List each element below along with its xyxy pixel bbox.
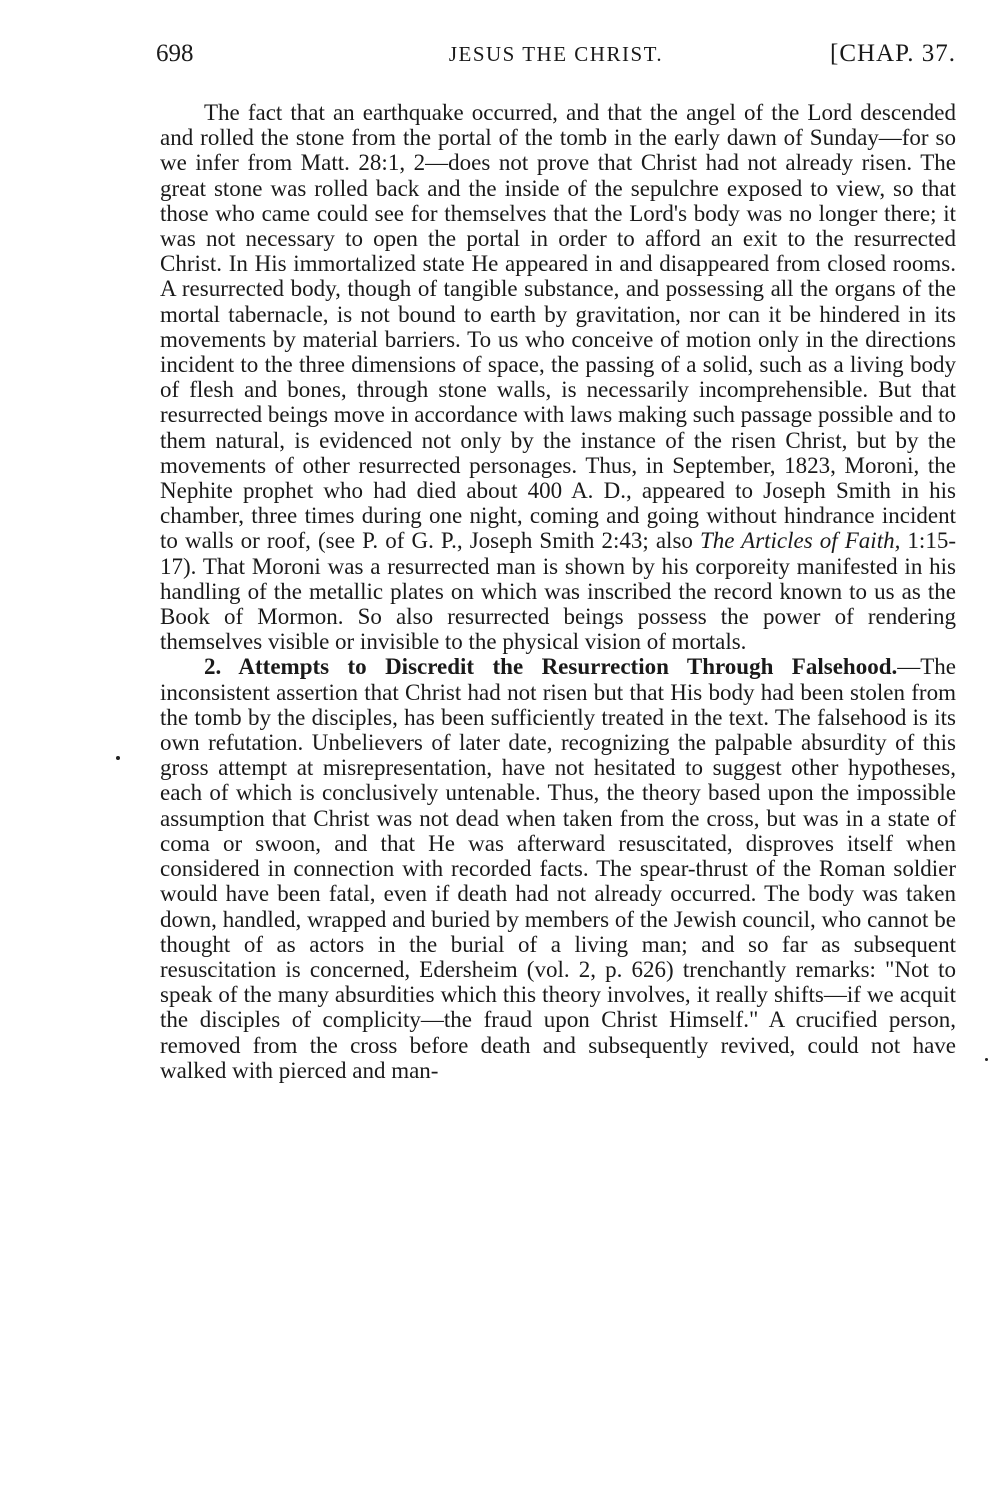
paragraph-2	[160, 654, 956, 1082]
running-title: JESUS THE CHRIST.	[448, 42, 664, 66]
book-title-italic: The Articles of Faith,	[699, 528, 901, 554]
chapter-label: [CHAP. 37.	[830, 40, 956, 67]
paragraph-1	[160, 100, 956, 654]
page-header	[156, 34, 956, 74]
paragraph-1-text-continued: 1:15-17). That Moroni was a resurrected man is shown by his corporeity manifested in his handling of the metallic plates on which was inscribed the record known to us as the Book of Mormon. So also resurrected beings possess the power of rendering themselves visible or invisible to the physical vision of mortals.	[160, 528, 956, 655]
paragraph-2-text: —The inconsistent assertion that Christ had not risen but that His body had been stolen from the tomb by the disciples, has been sufficiently treated in the text. The falsehood is its own refutation. Unbelievers of later date, recognizing the palpable absurdity of this gross attempt at misrepresentation, have not hesitated to suggest other hypotheses, each of which is conclusively untenable. Thus, the theory based upon the impossible assumption that Christ was not dead when taken from the cross, but was in a state of coma or swoon, and that He was afterward resuscitated, disproves itself when considered in connection with recorded facts. The spear-thrust of the Roman soldier would have been fatal, even if death had not already occurred. The body was taken down, handled, wrapped and buried by members of the Jewish council, who cannot be thought of as actors in the burial of a living man; and so far as subsequent resuscitation is concerned, Edersheim (vol. 2, p. 626) trenchantly remarks: "Not to speak of the many absurdities which this theory involves, it really shifts—if we acquit the disciples of complicity—the fraud upon Christ Himself." A crucified person, removed from the cross before death and subsequently revived, could not have walked with pierced and man-	[160, 654, 956, 1083]
ink-speck	[985, 1058, 988, 1061]
page-number: 698	[156, 40, 194, 67]
ink-speck	[116, 756, 120, 760]
paragraph-1-text: The fact that an earthquake occurred, and that the angel of the Lord descended and rolled the stone from the portal of the tomb in the early dawn of Sunday—for so we infer from Matt. 28:1, 2—does not prove that Christ had not already risen. The great stone was rolled back and the inside of the sepulchre exposed to view, so that those who came could see for themselves that the Lord's body was no longer there; it was not necessary to open the portal in order to afford an exit to the resurrected Christ. In His immortalized state He appeared in and disappeared from closed rooms. A resurrected body, though of tangible substance, and possessing all the organs of the mortal tabernacle, is not bound to earth by gravitation, nor can it be hindered in its movements by material barriers. To us who conceive of motion only in the directions incident to the three dimensions of space, the passing of a solid, such as a living body of flesh and bones, through stone walls, is necessarily incomprehensible. But that resurrected beings move in accordance with laws making such passage possible and to them natural, is evidenced not only by the instance of the risen Christ, but by the movements of other resurrected personages. Thus, in September, 1823, Moroni, the Nephite prophet who had died about 400 A. D., appeared to Joseph Smith in his chamber, three times during one night, coming and going without hindrance incident to walls or roof, (see P. of G. P., Joseph Smith 2:43; also	[160, 100, 956, 554]
page-body	[160, 100, 956, 1083]
section-heading: 2. Attempts to Discredit the Resurrection Through Falsehood.	[204, 654, 898, 680]
